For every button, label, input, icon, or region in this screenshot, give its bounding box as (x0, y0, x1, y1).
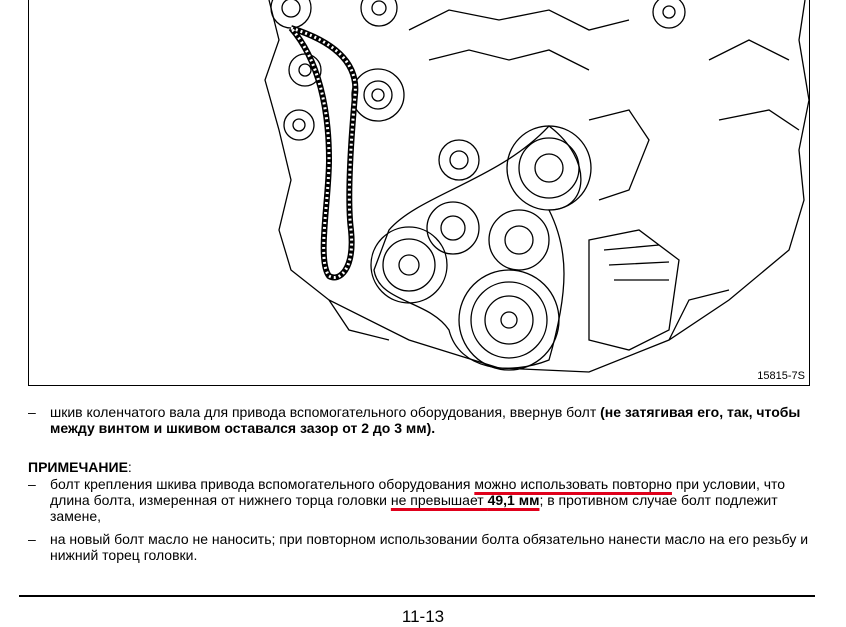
note-item-text: на новый болт масло не наносить; при повторном использовании болта обязательно нанести масло на его резьбу и нижний торец головки. (50, 531, 809, 563)
note-heading-colon: : (127, 459, 132, 475)
note-item-text (50, 476, 820, 524)
underlined-limit-text (391, 492, 540, 508)
note-text-part2: при условии, что длина болта, измеренная от нижнего торца головки (50, 476, 786, 508)
note-heading-label: ПРИМЕЧАНИЕ (28, 459, 128, 475)
footer-rule (19, 595, 815, 597)
engine-drawing-icon (29, 0, 810, 386)
step-text (50, 404, 820, 436)
figure-code: 15815-7S (757, 370, 805, 382)
list-dash: – (28, 531, 36, 547)
note-text-part1: болт крепления шкива привода вспомогательного оборудования (50, 476, 475, 492)
page-number: 11-13 (401, 607, 445, 626)
step-text-bold: (не затягивая его, так, чтобы между винтом и шкивом оставался зазор от 2 до 3 мм). (50, 404, 801, 436)
limit-value: 49,1 мм (487, 492, 540, 508)
underlined-reuse-text: можно использовать повторно (474, 476, 672, 492)
limit-text-normal: не превышает (390, 492, 488, 508)
step-text-normal: шкив коленчатого вала для привода вспомогательного оборудования, ввернув болт (50, 404, 601, 420)
list-dash: – (28, 476, 36, 492)
note-text-part3: ; в противном случае болт подлежит замене, (50, 492, 778, 524)
note-heading (28, 459, 132, 475)
engine-figure (28, 0, 810, 386)
list-dash: – (28, 404, 36, 420)
